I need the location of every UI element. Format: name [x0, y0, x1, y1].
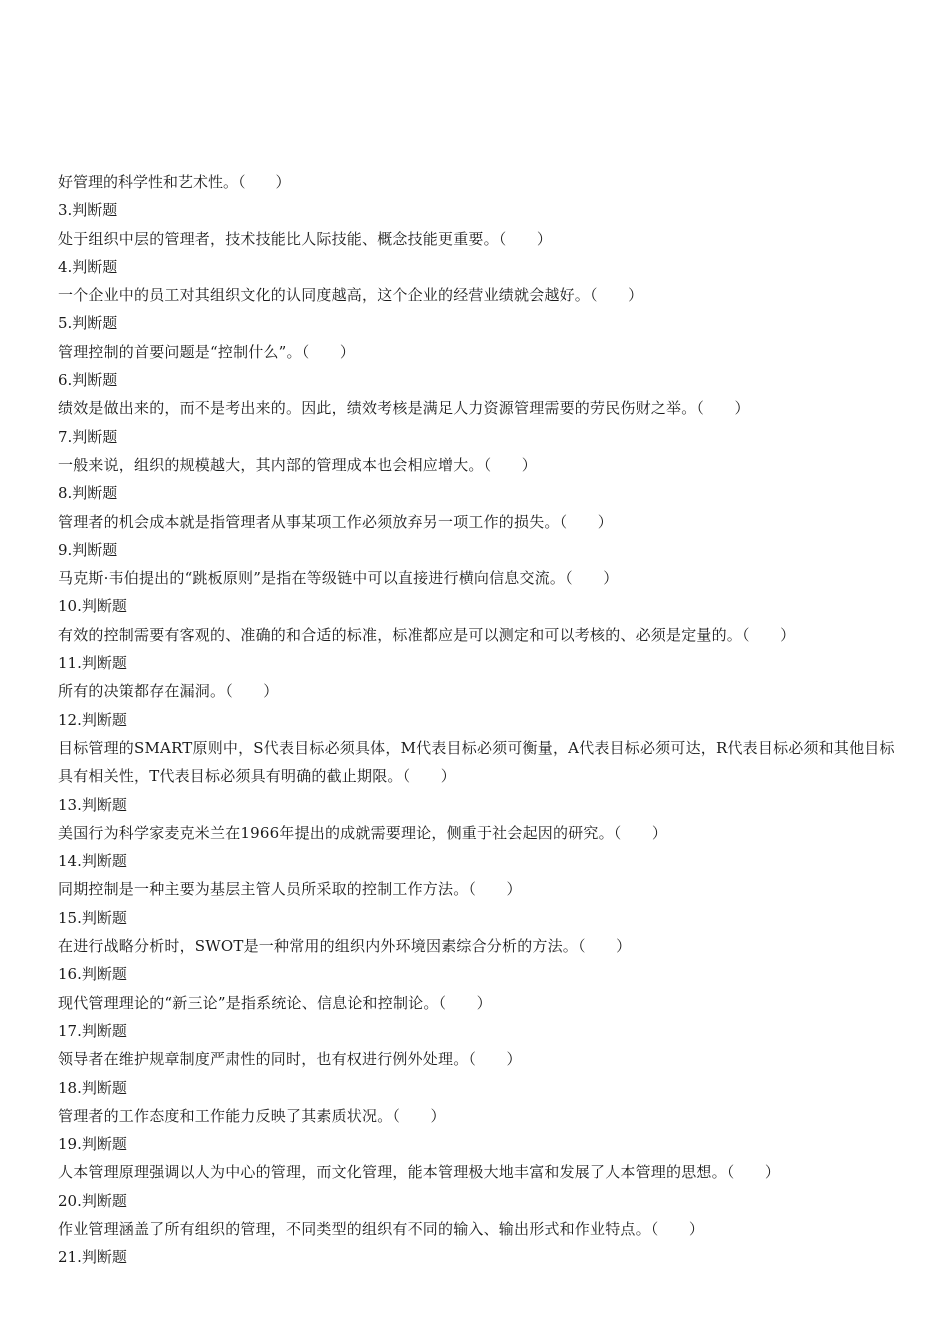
question-text-15: 在进行战略分析时，SWOT是一种常用的组织内外环境因素综合分析的方法。（ ）	[58, 937, 632, 956]
question-number-8: 8.判断题	[58, 484, 118, 503]
lead-text: 好管理的科学性和艺术性。（ ）	[58, 173, 291, 191]
question-text-7: 一般来说，组织的规模越大，其内部的管理成本也会相应增大。（ ）	[58, 455, 537, 474]
question-number-6: 6.判断题	[58, 371, 118, 390]
question-number-3: 3.判断题	[58, 201, 118, 220]
question-number-16: 16.判断题	[58, 965, 127, 984]
question-text-13: 美国行为科学家麦克米兰在1966年提出的成就需要理论，侧重于社会起因的研究。（ ）	[58, 823, 668, 842]
question-text-18: 管理者的工作态度和工作能力反映了其素质状况。（ ）	[58, 1106, 446, 1125]
question-number-17: 17.判断题	[58, 1021, 127, 1040]
question-text-10: 有效的控制需要有客观的、准确的和合适的标准，标准都应是可以测定和可以考核的、必须是定量的。（ ）	[58, 625, 796, 644]
question-number-10: 10.判断题	[58, 597, 127, 616]
question-text-3: 处于组织中层的管理者，技术技能比人际技能、概念技能更重要。（ ）	[58, 229, 553, 248]
question-number-13: 13.判断题	[58, 795, 127, 814]
question-text-4: 一个企业中的员工对其组织文化的认同度越高，这个企业的经营业绩就会越好。（ ）	[58, 286, 644, 305]
question-text-6: 绩效是做出来的，而不是考出来的。因此，绩效考核是满足人力资源管理需要的劳民伤财之举。（ ）	[58, 399, 750, 418]
question-number-21: 21.判断题	[58, 1248, 127, 1267]
question-number-20: 20.判断题	[58, 1191, 127, 1210]
question-text-11: 所有的决策都存在漏洞。（ ）	[58, 682, 279, 701]
question-number-5: 5.判断题	[58, 314, 118, 333]
question-number-19: 19.判断题	[58, 1135, 127, 1154]
question-text-20: 作业管理涵盖了所有组织的管理，不同类型的组织有不同的输入、输出形式和作业特点。（ ）	[58, 1219, 705, 1238]
question-text-14: 同期控制是一种主要为基层主管人员所采取的控制工作方法。（ ）	[58, 880, 522, 899]
question-number-11: 11.判断题	[58, 654, 127, 673]
question-number-18: 18.判断题	[58, 1078, 127, 1097]
question-text-19: 人本管理原理强调以人为中心的管理，而文化管理，能本管理极大地丰富和发展了人本管理的思想。（ ）	[58, 1163, 781, 1182]
question-number-15: 15.判断题	[58, 908, 127, 927]
question-number-7: 7.判断题	[58, 427, 118, 446]
question-text-12: 目标管理的SMART原则中，S代表目标必须具体，M代表目标必须可衡量，A代表目标必须可达，R代表目标必须和其他目标具有相关性，T代表目标必须具有明确的截止期限。（ ）	[58, 738, 895, 786]
question-text-16: 现代管理理论的“新三论”是指系统论、信息论和控制论。（ ）	[58, 993, 492, 1012]
question-text-5: 管理控制的首要问题是“控制什么”。（ ）	[58, 342, 356, 361]
question-number-14: 14.判断题	[58, 852, 127, 871]
question-number-12: 12.判断题	[58, 710, 127, 729]
question-number-9: 9.判断题	[58, 540, 118, 559]
question-text-9: 马克斯·韦伯提出的“跳板原则”是指在等级链中可以直接进行横向信息交流。（ ）	[58, 569, 619, 588]
question-number-4: 4.判断题	[58, 257, 118, 276]
question-text-8: 管理者的机会成本就是指管理者从事某项工作必须放弃另一项工作的损失。（ ）	[58, 512, 613, 531]
question-text-17: 领导者在维护规章制度严肃性的同时，也有权进行例外处理。（ ）	[58, 1050, 522, 1069]
document-page	[58, 168, 898, 1272]
